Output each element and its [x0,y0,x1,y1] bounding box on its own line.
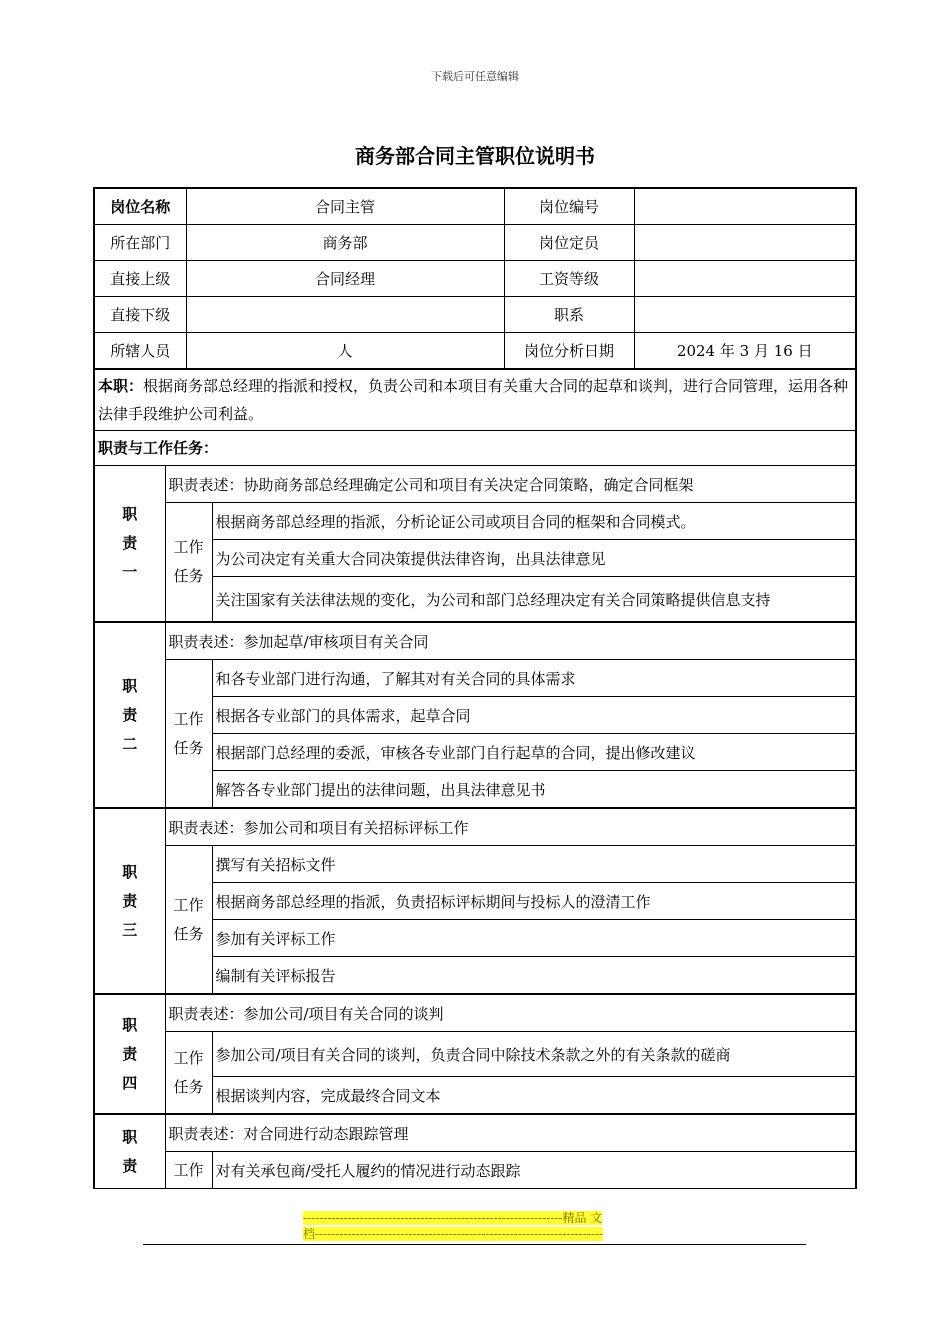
info-label: 直接下级 [95,297,186,333]
footer-line-2: 档----------------------------------------------------------------------- [303,1227,603,1241]
info-row [95,333,855,369]
info-label: 岗位编号 [504,189,634,225]
task-item: 为公司决定有关重大合同决策提供法律咨询，出具法律意见 [212,540,855,577]
duty-statement: 职责表述：协助商务部总经理确定公司和项目有关决定合同策略，确定合同框架 [165,466,855,503]
duty-name: 职 责 四 [95,995,165,1114]
task-label: 工作 [165,1152,212,1189]
task-item: 参加公司/项目有关合同的谈判，负责合同中除技术条款之外的有关条款的磋商 [212,1032,855,1077]
task-item: 对有关承包商/受托人履约的情况进行动态跟踪 [212,1152,855,1189]
basic-info-table [95,189,855,369]
position-description-form [93,187,857,1189]
info-row [95,189,855,225]
task-row [95,1032,855,1077]
duty-summary-text: 根据商务部总经理的指派和授权，负责公司和本项目有关重大合同的起草和谈判，进行合同管理，运用各种法律手段维护公司利益。 [98,377,849,423]
duty-name: 职 责 一 [95,466,165,622]
task-item: 根据商务部总经理的指派，负责招标评标期间与投标人的澄清工作 [212,883,855,920]
duty-statement: 职责表述：对合同进行动态跟踪管理 [165,1115,855,1152]
task-row [95,503,855,540]
info-value [634,261,855,297]
info-row [95,297,855,333]
info-value: 合同经理 [186,261,504,297]
header-note: 下载后可任意编辑 [431,70,519,83]
duty-name: 职 责 二 [95,623,165,808]
info-value: 人 [186,333,504,369]
duty-name: 职 责 三 [95,809,165,994]
task-label: 工作任务 [165,1032,212,1114]
info-row [95,261,855,297]
info-value: 2024 年 3 月 16 日 [634,333,855,369]
duty-section [95,808,855,994]
info-label: 岗位分析日期 [504,333,634,369]
tasks-heading: 职责与工作任务： [95,430,855,465]
task-item: 和各专业部门进行沟通，了解其对有关合同的具体需求 [212,660,855,697]
task-row [95,1152,855,1189]
task-label: 工作任务 [165,846,212,994]
info-value: 商务部 [186,225,504,261]
info-value [186,297,504,333]
duty-name: 职 责 [95,1115,165,1189]
info-value [634,189,855,225]
task-item: 参加有关评标工作 [212,920,855,957]
info-label: 岗位定员 [504,225,634,261]
info-label: 岗位名称 [95,189,186,225]
task-item: 根据各专业部门的具体需求，起草合同 [212,697,855,734]
task-item: 关注国家有关法律法规的变化，为公司和部门总经理决定有关合同策略提供信息支持 [212,577,855,622]
info-value [634,297,855,333]
duty-section [95,1114,855,1189]
duty-section [95,622,855,808]
task-row [95,846,855,883]
duty-statement: 职责表述：参加公司和项目有关招标评标工作 [165,809,855,846]
info-label: 所辖人员 [95,333,186,369]
footer-line-1: ----------------------------------------------------------------精品 文 [303,1211,603,1225]
task-item: 根据部门总经理的委派，审核各专业部门自行起草的合同，提出修改建议 [212,734,855,771]
task-item: 解答各专业部门提出的法律问题，出具法律意见书 [212,771,855,808]
info-value [634,225,855,261]
duty-summary-label: 本职： [98,377,144,395]
page-title: 商务部合同主管职位说明书 [355,144,595,168]
task-row [95,660,855,697]
duty-section [95,465,855,622]
info-label: 直接上级 [95,261,186,297]
duty-statement: 职责表述：参加起草/审核项目有关合同 [165,623,855,660]
duty-statement: 职责表述：参加公司/项目有关合同的谈判 [165,995,855,1032]
footer-watermark [303,1210,648,1242]
info-row [95,225,855,261]
task-label: 工作任务 [165,503,212,622]
info-label: 所在部门 [95,225,186,261]
task-item: 根据谈判内容，完成最终合同文本 [212,1077,855,1114]
task-label: 工作任务 [165,660,212,808]
task-item: 根据商务部总经理的指派，分析论证公司或项目合同的框架和合同模式。 [212,503,855,540]
duty-summary [95,369,855,430]
task-item: 编制有关评标报告 [212,957,855,994]
info-label: 职系 [504,297,634,333]
duty-section [95,994,855,1114]
task-item: 撰写有关招标文件 [212,846,855,883]
footer-rule [143,1244,806,1245]
info-label: 工资等级 [504,261,634,297]
info-value: 合同主管 [186,189,504,225]
